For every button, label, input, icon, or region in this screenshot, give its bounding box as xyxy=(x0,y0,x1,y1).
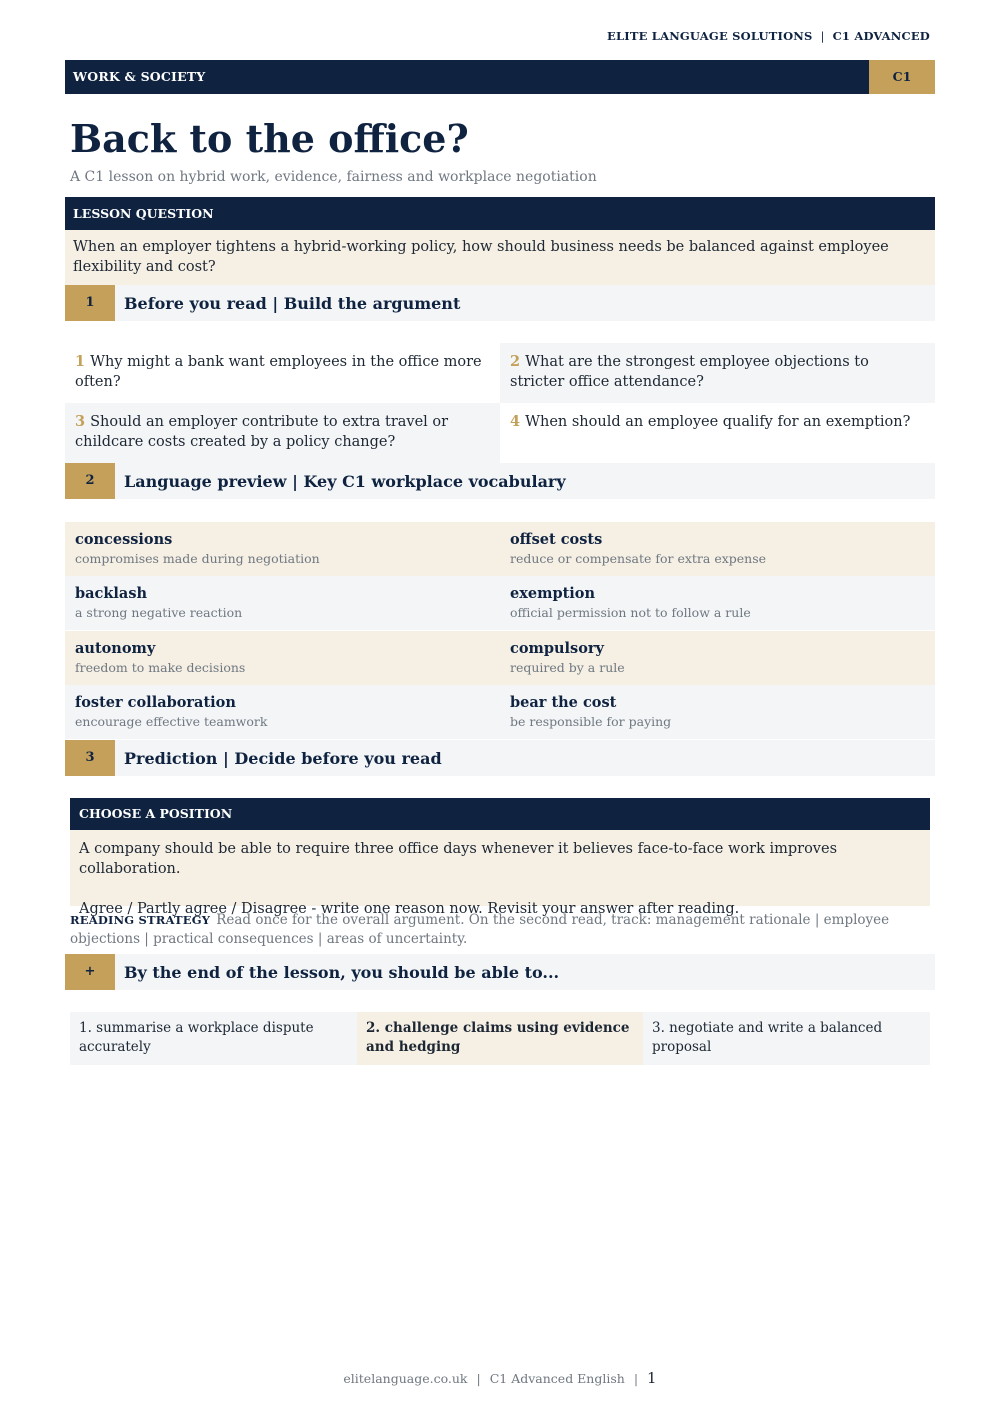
footer-course: C1 Advanced English xyxy=(489,1371,625,1386)
question-number: 2 xyxy=(510,353,521,370)
vocab-definition: freedom to make decisions xyxy=(75,660,246,675)
objective-item-1: 1. summarise a workplace dispute accurately xyxy=(70,1012,357,1065)
question-text: What are the strongest employee objections to stricter office attendance? xyxy=(510,354,869,390)
question-number: 3 xyxy=(75,413,86,430)
reading-strategy-text: Read once for the overall argument. On the second read, track: management rationale | employee objections | practical consequences | areas of uncertainty. xyxy=(70,912,890,947)
lesson-question-heading-label: LESSON QUESTION xyxy=(73,206,214,221)
vocab-term: autonomy xyxy=(75,640,156,657)
question-number: 4 xyxy=(510,413,521,430)
header-brand-line xyxy=(607,29,930,43)
vocab-term: backlash xyxy=(75,585,148,602)
vocab-item xyxy=(500,685,935,739)
vocab-item xyxy=(65,685,500,739)
vocab-term: offset costs xyxy=(510,531,603,548)
page-title: Back to the office? xyxy=(70,116,469,161)
section-number: 3 xyxy=(65,740,115,776)
brand-name: ELITE LANGUAGE SOLUTIONS xyxy=(607,29,813,43)
question-text: When should an employee qualify for an exemption? xyxy=(525,414,911,430)
section-header-objectives xyxy=(65,954,935,990)
vocab-item xyxy=(65,631,500,685)
vocab-item xyxy=(500,522,935,576)
level-badge: C1 xyxy=(869,60,935,94)
vocab-definition: compromises made during negotiation xyxy=(75,551,320,566)
vocab-definition: official permission not to follow a rule xyxy=(510,605,751,620)
vocab-definition: be responsible for paying xyxy=(510,714,672,729)
position-heading-label: CHOOSE A POSITION xyxy=(79,806,233,821)
vocab-term: exemption xyxy=(510,585,595,602)
page-number: 1 xyxy=(647,1369,657,1387)
reading-strategy xyxy=(70,911,930,949)
question-card-2 xyxy=(500,343,935,403)
question-card-4 xyxy=(500,403,935,463)
lesson-question-heading xyxy=(65,197,935,230)
section-header-3 xyxy=(65,740,935,776)
vocab-term: concessions xyxy=(75,531,173,548)
lesson-question-text: When an employer tightens a hybrid-working policy, how should business needs be balanced against employee flexibility and cost? xyxy=(65,230,935,285)
topic-bar xyxy=(65,60,935,94)
section-number: 1 xyxy=(65,285,115,321)
section-number: 2 xyxy=(65,463,115,499)
course-name: C1 ADVANCED xyxy=(832,29,930,43)
position-heading xyxy=(70,798,930,830)
footer-separator: | xyxy=(633,1371,639,1386)
reading-strategy-label: READING STRATEGY xyxy=(70,913,211,927)
question-text: Why might a bank want employees in the office more often? xyxy=(75,354,482,390)
vocab-term: bear the cost xyxy=(510,694,617,711)
position-statement: A company should be able to require three office days whenever it believes face-to-face work improves collaboration. xyxy=(79,841,838,877)
footer-separator: | xyxy=(476,1371,481,1386)
footer-website: elitelanguage.co.uk xyxy=(343,1371,468,1386)
position-box xyxy=(70,830,930,917)
page-footer xyxy=(0,1369,1000,1387)
section-header-2 xyxy=(65,463,935,499)
section-title: Before you read | Build the argument xyxy=(124,294,461,313)
objective-item-2: 2. challenge claims using evidence and hedging xyxy=(357,1012,644,1065)
vocab-definition: encourage effective teamwork xyxy=(75,714,268,729)
question-number: 1 xyxy=(75,353,86,370)
section-title: Language preview | Key C1 workplace vocabulary xyxy=(124,472,566,491)
section-title: By the end of the lesson, you should be able to... xyxy=(124,963,560,982)
vocab-definition: a strong negative reaction xyxy=(75,605,243,620)
question-card-1 xyxy=(65,343,500,403)
vocab-item xyxy=(65,576,500,630)
section-header-1 xyxy=(65,285,935,321)
vocab-term: compulsory xyxy=(510,640,604,657)
header-separator: | xyxy=(820,29,825,43)
page-subtitle: A C1 lesson on hybrid work, evidence, fairness and workplace negotiation xyxy=(70,169,597,185)
position-instruction: Agree / Partly agree / Disagree - write one reason now. Revisit your answer after reading. xyxy=(79,901,740,917)
vocab-item xyxy=(65,522,500,576)
vocab-term: foster collaboration xyxy=(75,694,236,711)
vocab-definition: reduce or compensate for extra expense xyxy=(510,551,767,566)
section-title: Prediction | Decide before you read xyxy=(124,749,442,768)
vocab-item xyxy=(500,576,935,630)
objective-item-3: 3. negotiate and write a balanced proposal xyxy=(643,1012,930,1065)
question-card-3 xyxy=(65,403,500,463)
section-number: + xyxy=(65,954,115,990)
question-text: Should an employer contribute to extra travel or childcare costs created by a policy change? xyxy=(75,414,449,450)
vocab-item xyxy=(500,631,935,685)
topic-label: WORK & SOCIETY xyxy=(73,69,206,84)
vocab-definition: required by a rule xyxy=(510,660,625,675)
